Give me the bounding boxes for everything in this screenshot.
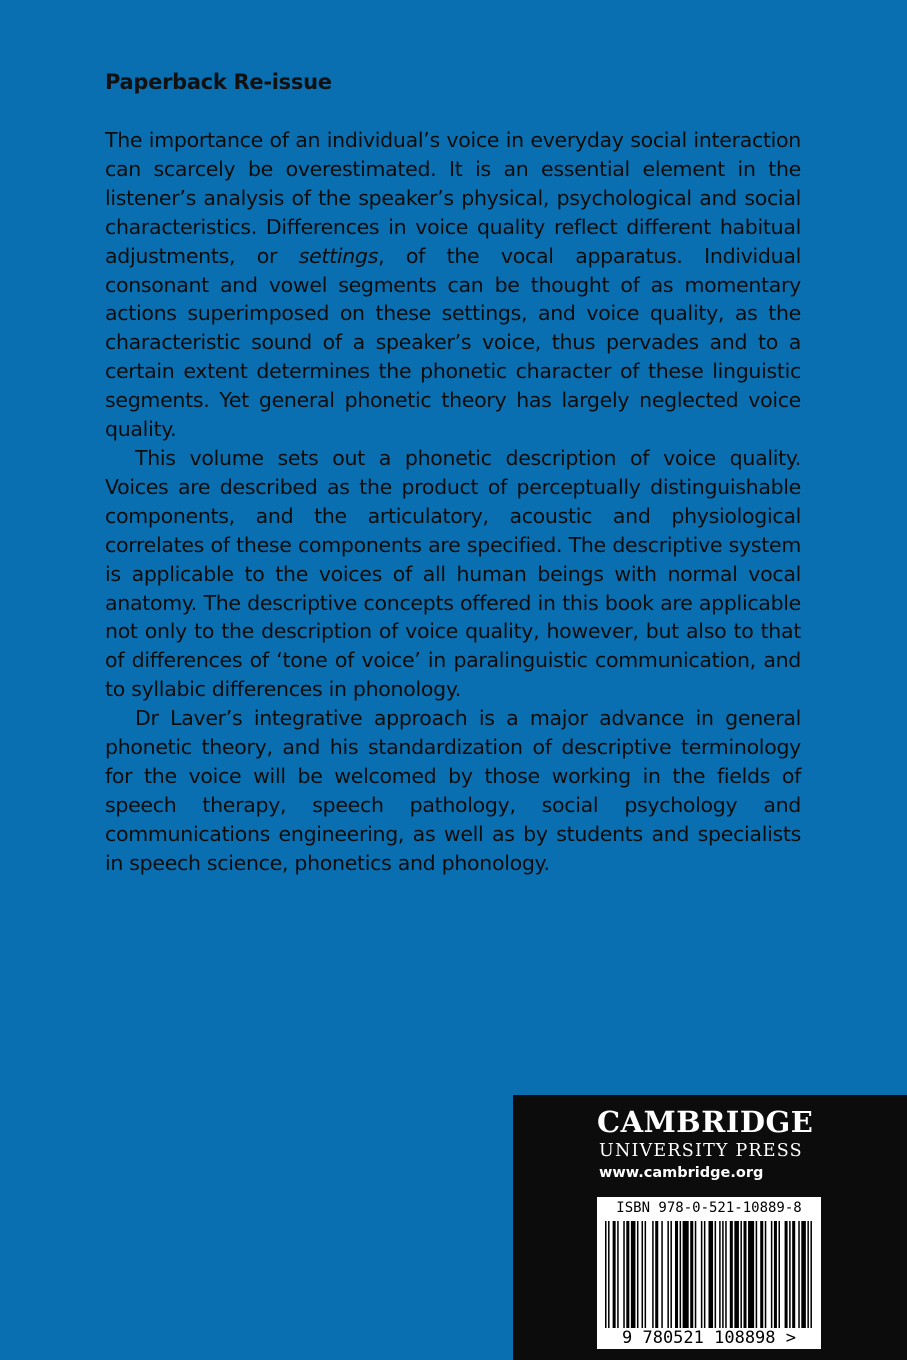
barcode-bar [655, 1221, 658, 1333]
barcode-bar [725, 1221, 727, 1333]
barcode-bar [730, 1221, 733, 1333]
barcode-bar [683, 1221, 689, 1333]
blurb-paragraph-3: Dr Laver’s integrative approach is a major advance in general phonetic theory, and his standardization of descriptive terminology for the voice will be welcomed by those working in the fields of speech therapy, speech pathology, social psychology and communications engineering, as well as by students and specialists in speech science, phonetics and phonology. [105, 706, 801, 875]
barcode-bar [760, 1221, 763, 1333]
barcode-bar [743, 1221, 746, 1333]
barcode-bar [810, 1221, 812, 1333]
barcode-bar [756, 1221, 758, 1333]
barcode-digits: 9 780521 108898 > [597, 1328, 821, 1348]
barcode-bar [667, 1221, 669, 1333]
barcode-bar [617, 1221, 619, 1333]
barcode-bar [715, 1221, 717, 1333]
blurb-emphasis-settings: settings [298, 243, 379, 268]
barcode-bar [645, 1221, 647, 1333]
barcode-bar [801, 1221, 806, 1333]
barcode-bar [631, 1221, 636, 1333]
barcode-bar [704, 1221, 706, 1333]
barcode-bar [605, 1221, 607, 1333]
reissue-heading: Paperback Re-issue [105, 70, 332, 94]
publisher-subname: UNIVERSITY PRESS [599, 1141, 803, 1161]
barcode-bar [785, 1221, 788, 1333]
blurb-paragraph-1 [105, 126, 801, 444]
barcode-bar [608, 1221, 610, 1333]
barcode-bar [626, 1221, 629, 1333]
barcode-bar [722, 1221, 724, 1333]
blurb-paragraph-1-part-2: , of the vocal apparatus. Individual consonant and vowel segments can be thought of as momentary actions superimposed on these settings, and voice quality, as the characteristic sound of a speaker’s voice, thus pervades and to a certain extent determines the phonetic character of these linguistic segments. Yet general phonetic theory has largely neglected voice quality. [105, 243, 801, 442]
barcode-bar [740, 1221, 742, 1333]
barcode-bar [680, 1221, 682, 1333]
barcode-bar [661, 1221, 663, 1333]
barcode-bar [798, 1221, 800, 1333]
blurb-text [105, 126, 801, 878]
barcode-bar [771, 1221, 773, 1333]
barcode-bar [690, 1221, 693, 1333]
barcode-bar [807, 1221, 809, 1333]
barcode-bar [670, 1221, 672, 1333]
barcode-bar [719, 1221, 721, 1333]
barcode-bar [701, 1221, 703, 1333]
barcode-bar [734, 1221, 739, 1333]
blurb-paragraph-1-part-1: The importance of an individual’s voice in everyday social interaction can scarcely be overestimated. It is an essential element in the listener’s analysis of the speaker’s physical, psychological and social characteristics. Differences in voice quality reflect different habitual adjustments, or [105, 128, 801, 268]
barcode-bar [748, 1221, 754, 1333]
blurb-paragraph-2: This volume sets out a phonetic description of voice quality. Voices are described as the product of perceptually distinguishable components, and the articulatory, acoustic and physiological correlates of these components are specified. The descriptive system is applicable to the voices of all human beings with normal vocal anatomy. The descriptive concepts offered in this book are applicable not only to the description of voice quality, however, but also to that of differences of ‘tone of voice’ in paralinguistic communication, and to syllabic differences in phonology. [105, 445, 801, 702]
barcode-bar [765, 1221, 767, 1333]
barcode-bar [623, 1221, 625, 1333]
barcode-bar [613, 1221, 616, 1333]
barcode-bar [695, 1221, 697, 1333]
barcode-bar [789, 1221, 791, 1333]
publisher-name: CAMBRIDGE [597, 1105, 814, 1139]
barcode-bar [708, 1221, 713, 1333]
barcode-bar [792, 1221, 795, 1333]
publisher-imprint-panel [513, 1095, 907, 1360]
barcode-bar [774, 1221, 777, 1333]
barcode-bar [642, 1221, 644, 1333]
isbn-barcode [597, 1197, 821, 1349]
barcode-bar [778, 1221, 780, 1333]
isbn-label: ISBN 978-0-521-10889-8 [616, 1200, 802, 1216]
publisher-url: www.cambridge.org [599, 1165, 764, 1181]
barcode-bar [652, 1221, 654, 1333]
barcode-bar [675, 1221, 678, 1333]
barcode-bars-icon [605, 1221, 815, 1333]
barcode-bar [637, 1221, 639, 1333]
